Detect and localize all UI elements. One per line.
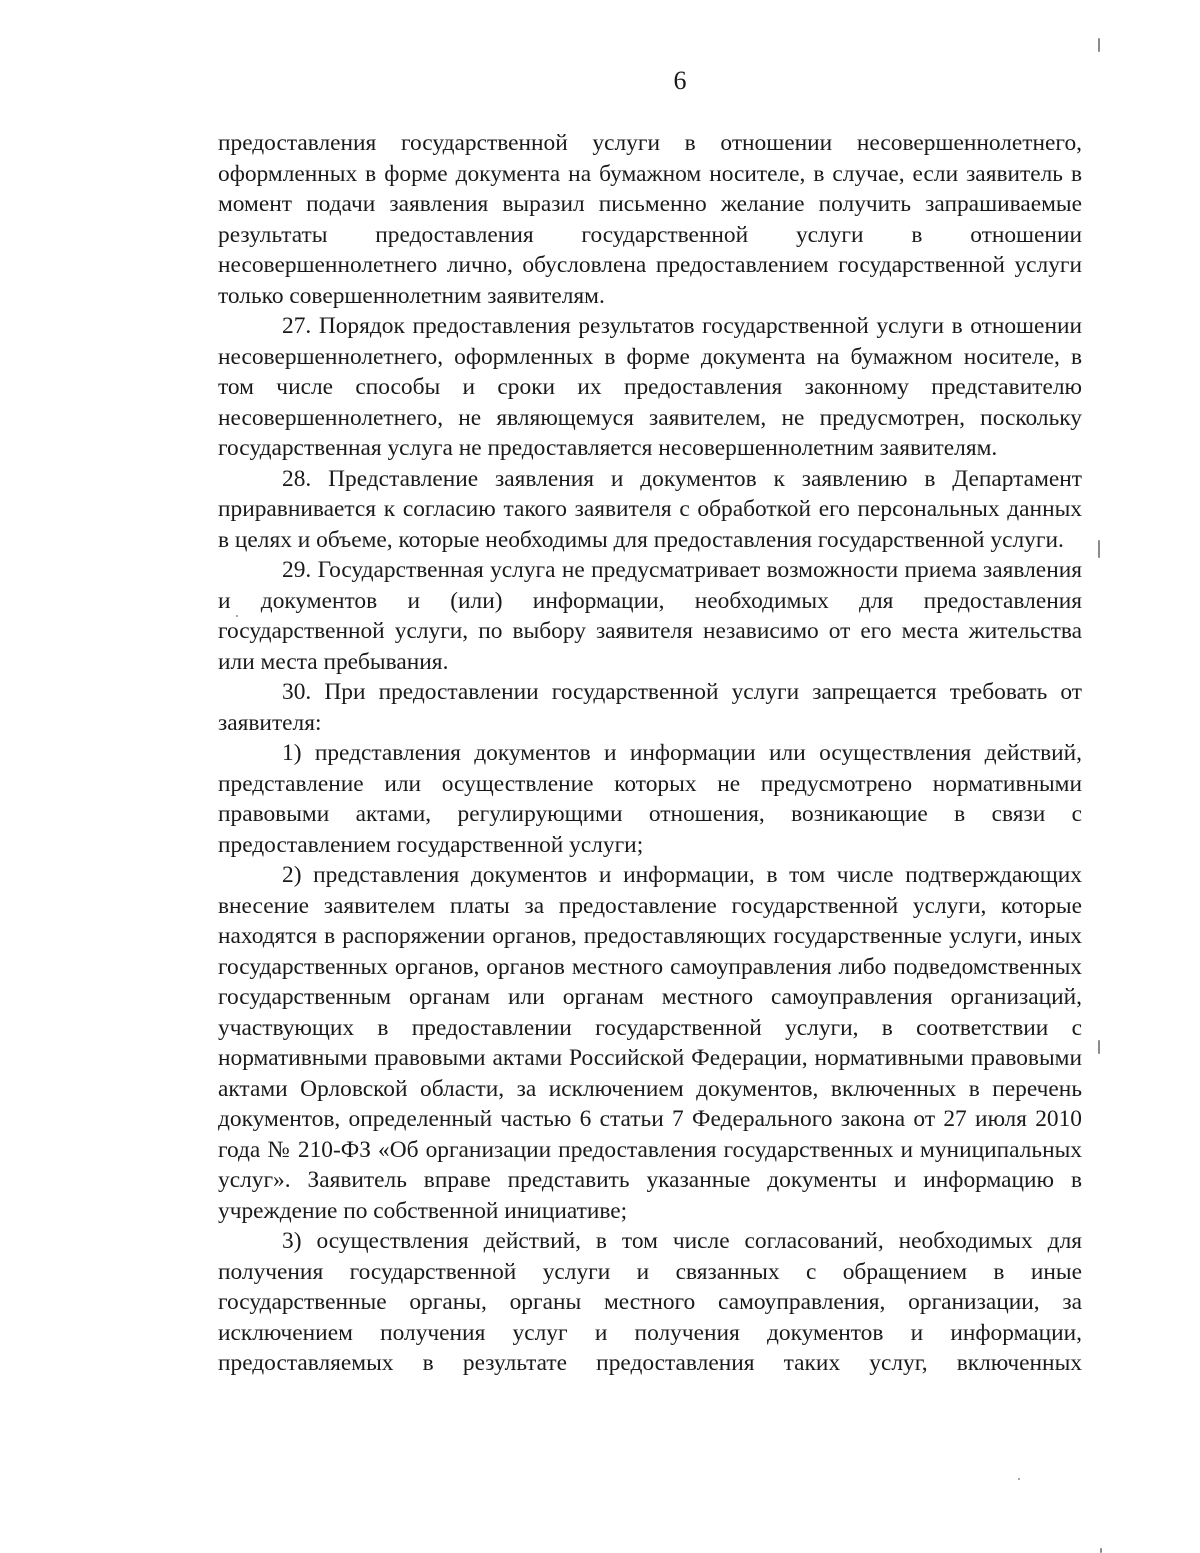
paragraph-27: 27. Порядок предоставления результатов государственной услуги в отношении несовершеннолетнего, оформленных в форме документа на бумажном носителе, в том числе способы и сроки их предоставления законному представителю несовершеннолетнего, не являющемуся заявителем, не предусмотрен, поскольку государственная услуга не предоставляется несовершеннолетним заявителям.: [218, 313, 1082, 461]
scan-speck: [1098, 1040, 1100, 1054]
paragraph-30-item-2: 2) представления документов и информации, в том числе подтверждающих внесение заявителем платы за предоставление государственной услуги, которые находятся в распоряжении органов, предоставляющих государственные услуги, иных государственных органов, органов местного самоуправления либо подведомственных государственным органам или органам местного самоуправления организаций, участвующих в предоставлении государственной услуги, в соответствии с нормативными правовыми актами Российской Федерации, нормативными правовыми актами Орловской области, за исключением документов, включенных в перечень документов, определенный частью 6 статьи 7 Федерального закона от 27 июля 2010 года № 210-ФЗ «Об организации предоставления государственных и муниципальных услуг». Заявитель вправе представить указанные документы и информацию в учреждение по собственной инициативе;: [218, 862, 1082, 1224]
scan-speck: [1018, 1478, 1020, 1480]
paragraph-28: 28. Представление заявления и документов к заявлению в Департамент приравнивается к согласию такого заявителя с обработкой его персональных данных в целях и объеме, которые необходимы для предоставления государственной услуги.: [218, 465, 1082, 553]
scan-speck: [1098, 38, 1100, 52]
paragraph-30-item-1: 1) представления документов и информации или осуществления действий, представление или осуществление которых не предусмотрено нормативными правовыми актами, регулирующими отношения, возникающие в связи с предоставлением государственной услуги;: [218, 740, 1082, 858]
document-body: [218, 128, 1082, 1379]
paragraph-30: 30. При предоставлении государственной услуги запрещается требовать от заявителя:: [218, 679, 1082, 736]
page-number: 6: [673, 66, 687, 95]
paragraph-29: 29. Государственная услуга не предусматривает возможности приема заявления и документов и (или) информации, необходимых для предоставления государственной услуги, по выбору заявителя независимо от его места жительства или места пребывания.: [218, 557, 1082, 675]
scan-speck: [1098, 540, 1100, 558]
paragraph-continuation: предоставления государственной услуги в отношении несовершеннолетнего, оформленных в форме документа на бумажном носителе, в случае, если заявитель в момент подачи заявления выразил письменно желание получить запрашиваемые результаты предоставления государственной услуги в отношении несовершеннолетнего лично, обусловлена предоставлением государственной услуги только совершеннолетним заявителям.: [218, 130, 1082, 309]
scan-speck: [236, 615, 238, 617]
paragraph-30-item-3: 3) осуществления действий, в том числе согласований, необходимых для получения государственной услуги и связанных с обращением в иные государственные органы, органы местного самоуправления, организации, за исключением получения услуг и получения документов и информации, предоставляемых в результате предоставления таких услуг, включенных: [218, 1228, 1082, 1376]
scan-speck: [1100, 1548, 1102, 1553]
